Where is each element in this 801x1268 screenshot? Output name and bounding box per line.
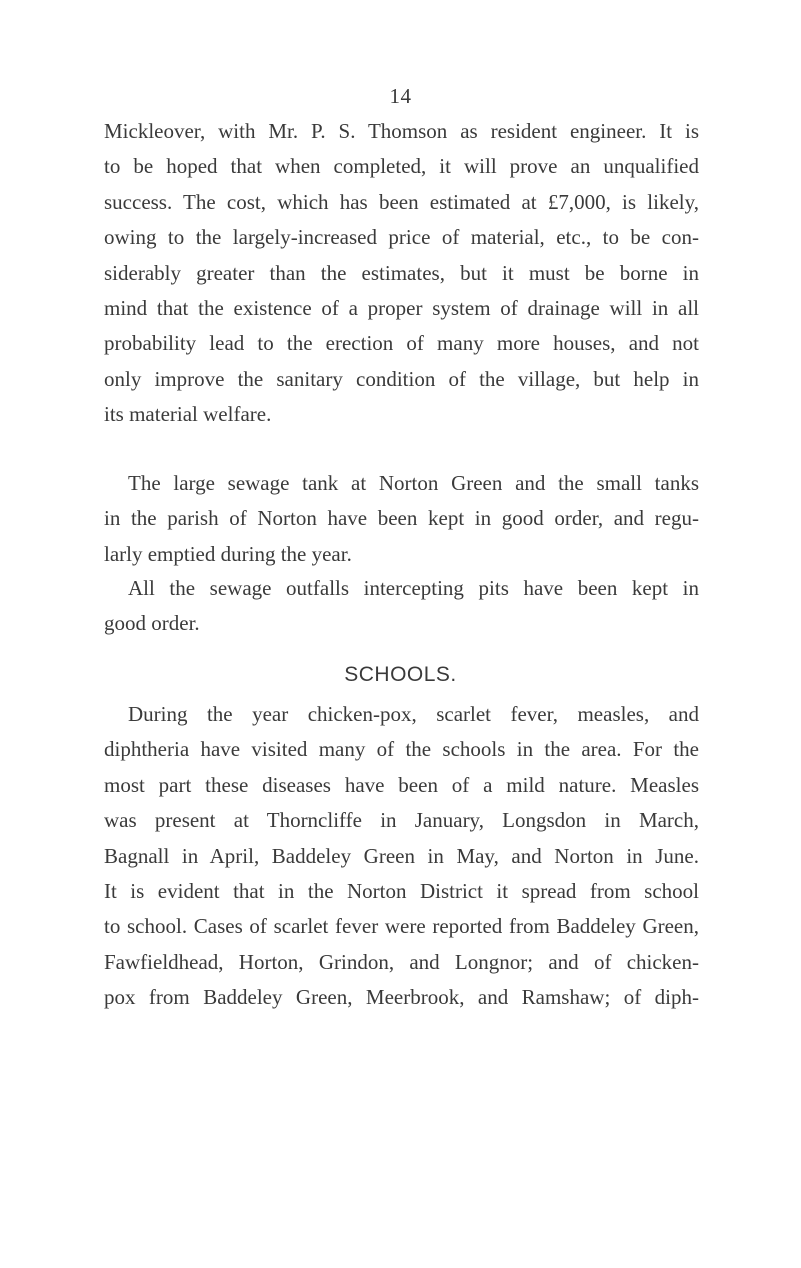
text-line: in the parish of Norton have been kept in good order, and regu- <box>104 506 699 531</box>
text-line: The large sewage tank at Norton Green and the small tanks <box>128 471 699 495</box>
text-line: siderably greater than the estimates, but it must be borne in <box>104 260 699 285</box>
text-line: to school. Cases of scarlet fever were reported from Baddeley Green, <box>104 914 699 939</box>
section-heading-schools: SCHOOLS. <box>344 663 457 686</box>
text-line: Bagnall in April, Baddeley Green in May, and Norton in June. <box>104 843 699 868</box>
text-line: pox from Baddeley Green, Meerbrook, and Ramshaw; of diph- <box>104 985 699 1010</box>
text-line: All the sewage outfalls intercepting pits have been kept in <box>128 576 699 600</box>
text-line: most part these diseases have been of a mild nature. Measles <box>104 772 699 797</box>
text-line: Mickleover, with Mr. P. S. Thomson as resident engineer. It is <box>104 119 699 143</box>
text-line: its material welfare. <box>104 402 272 427</box>
text-line: good order. <box>104 611 200 636</box>
paragraph-schools <box>104 697 699 1016</box>
text-line: success. The cost, which has been estimated at £7,000, is likely, <box>104 189 699 214</box>
text-line: was present at Thorncliffe in January, Longsdon in March, <box>104 808 699 833</box>
text-line: It is evident that in the Norton District it spread from school <box>104 878 699 903</box>
text-line: to be hoped that when completed, it will prove an unqualified <box>104 154 699 179</box>
paragraph-sewage-outfalls <box>104 571 699 642</box>
text-line: larly emptied during the year. <box>104 541 352 566</box>
text-line: owing to the largely-increased price of material, etc., to be con- <box>104 225 699 250</box>
page-number: 14 <box>389 84 412 108</box>
text-line: During the year chicken-pox, scarlet fever, measles, and <box>128 702 699 726</box>
text-line: Fawfieldhead, Horton, Grindon, and Longnor; and of chicken- <box>104 949 699 974</box>
paragraph-sewage-tanks <box>104 466 699 572</box>
text-line: mind that the existence of a proper system of drainage will in all <box>104 295 699 320</box>
text-line: diphtheria have visited many of the schools in the area. For the <box>104 737 699 762</box>
text-line: only improve the sanitary condition of the village, but help in <box>104 366 699 391</box>
text-line: probability lead to the erection of many more houses, and not <box>104 331 699 356</box>
paragraph-drainage <box>104 114 699 433</box>
